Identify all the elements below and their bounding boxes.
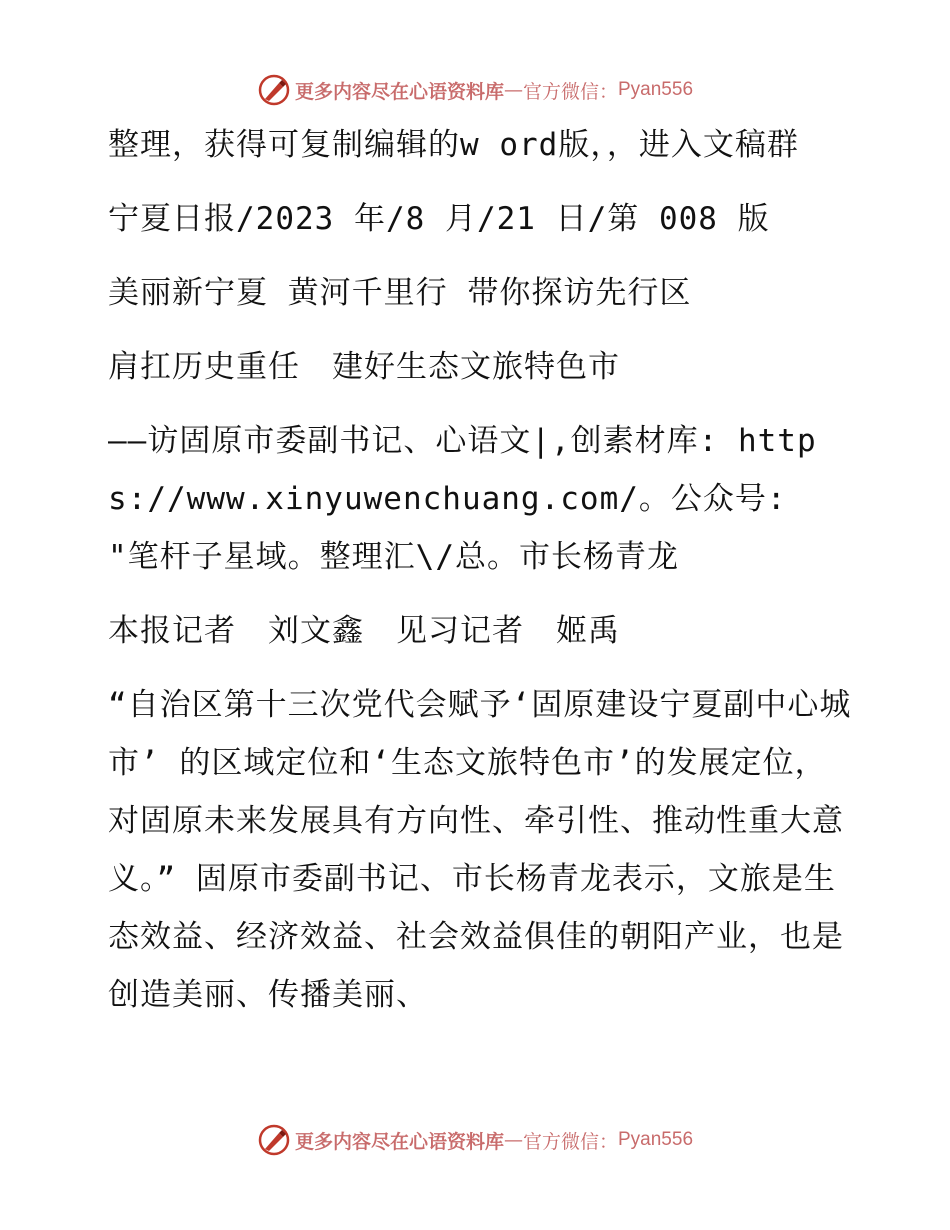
body-paragraph: “自治区第十三次党代会赋予‘固原建设宁夏副中心城市’ 的区域定位和‘生态文旅特色市’的发展定位，对固原未来发展具有方向性、牵引性、推动性重大意义。” 固原市委副书记、市长杨青龙表示，文旅是生态效益、经济效益、社会效益俱佳的朝阳产业，也是创造美丽、传播美丽、 xyxy=(108,687,852,1013)
pen-logo-icon xyxy=(257,1123,291,1157)
byline: 本报记者 刘文鑫 见习记者 姬禹 xyxy=(108,613,620,649)
promo-text: 更多内容尽在心语资料库 xyxy=(294,1130,504,1153)
intro-note: 整理，获得可复制编辑的w ord版，，进入文稿群 xyxy=(108,127,799,163)
column-title: 美丽新宁夏 黄河千里行 带你探访先行区 xyxy=(108,275,692,311)
subheadline: ——访固原市委副书记、心语文|,创素材库: https://www.xinyuwenchuang.com/。公众号: "笔杆子星域。整理汇\/总。市长杨青龙 xyxy=(108,423,817,575)
article-body xyxy=(97,116,857,1024)
source-line: 宁夏日报/2023 年/8 月/21 日/第 008 版 xyxy=(108,201,770,237)
footer-banner xyxy=(0,1120,950,1160)
promo-text: 更多内容尽在心语资料库 xyxy=(294,80,504,103)
separator: — xyxy=(503,79,523,101)
pen-logo-icon xyxy=(257,73,291,107)
contact-id: Pyan556 xyxy=(618,1129,694,1150)
contact-label: 官方微信： xyxy=(522,1130,618,1153)
contact-label: 官方微信： xyxy=(522,80,618,103)
header-banner xyxy=(0,70,950,110)
headline: 肩扛历史重任 建好生态文旅特色市 xyxy=(108,349,620,385)
contact-id: Pyan556 xyxy=(618,79,694,100)
separator: — xyxy=(503,1129,523,1151)
